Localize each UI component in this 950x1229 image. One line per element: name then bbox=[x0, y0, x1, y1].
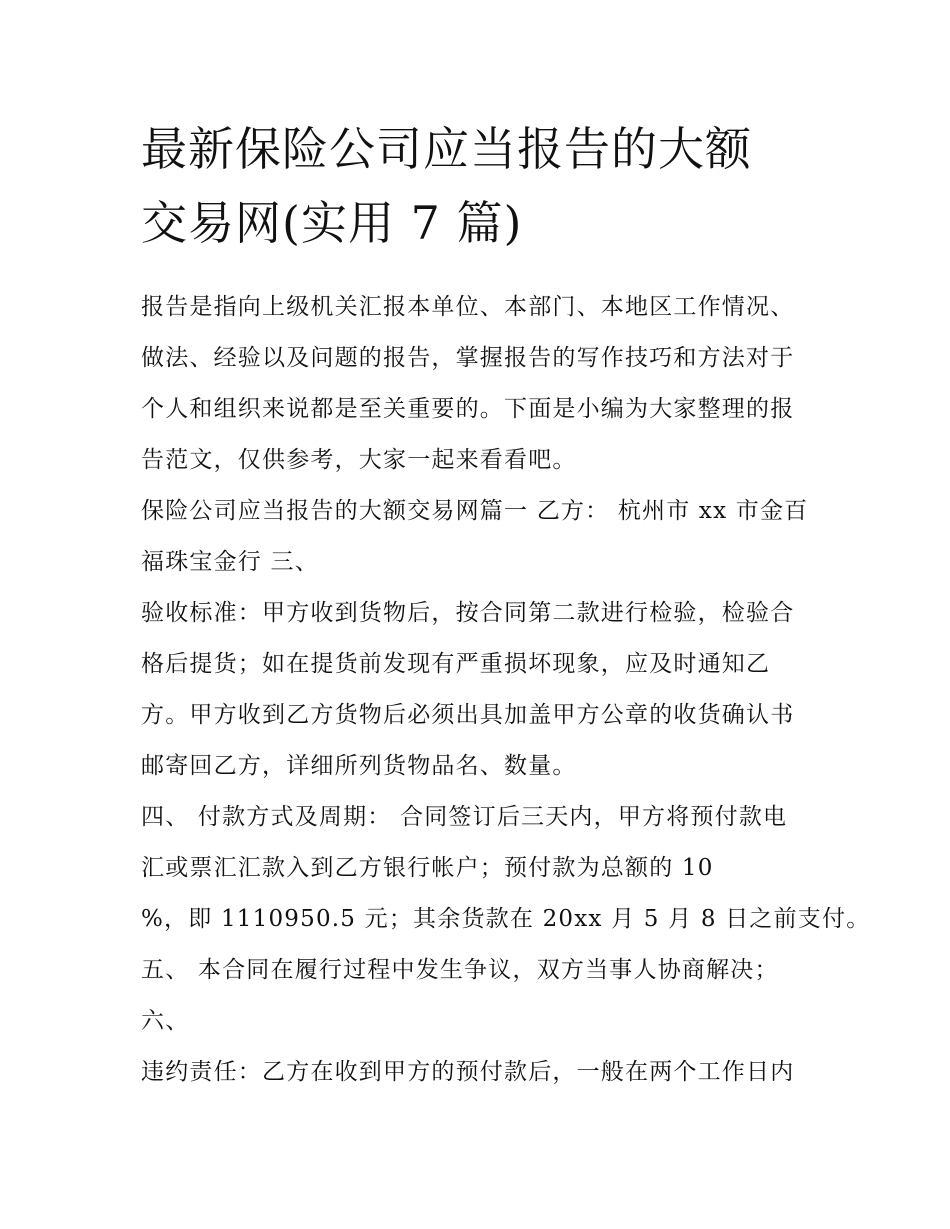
document-body bbox=[141, 282, 871, 1098]
title-line: 最新保险公司应当报告的大额 bbox=[141, 122, 752, 176]
body-line: 汇或票汇汇款入到乙方银行帐户；预付款为总额的 10 bbox=[141, 855, 714, 881]
body-line: 方。甲方收到乙方货物后必须出具加盖甲方公章的收货确认书 bbox=[141, 702, 795, 728]
body-line: 做法、经验以及问题的报告，掌握报告的写作技巧和方法对于 bbox=[141, 345, 795, 371]
body-line: 违约责任：乙方在收到甲方的预付款后，一般在两个工作日内 bbox=[141, 1059, 795, 1085]
body-line: 福珠宝金行 三、 bbox=[141, 549, 319, 575]
body-line: 格后提货；如在提货前发现有严重损坏现象，应及时通知乙 bbox=[141, 651, 771, 677]
body-line: 报告是指向上级机关汇报本单位、本部门、本地区工作情况、 bbox=[141, 294, 795, 320]
body-line: 验收标准：甲方收到货物后，按合同第二款进行检验，检验合 bbox=[141, 600, 795, 626]
body-line: 邮寄回乙方，详细所列货物品名、数量。 bbox=[141, 753, 577, 779]
document-title bbox=[141, 112, 821, 260]
title-line: 交易网(实用 7 篇) bbox=[141, 196, 523, 250]
body-line: 四、 付款方式及周期： 合同签订后三天内，甲方将预付款电 bbox=[141, 804, 788, 830]
body-line: 五、 本合同在履行过程中发生争议，双方当事人协商解决； bbox=[141, 957, 779, 983]
document-content bbox=[141, 112, 871, 1098]
body-line: 六、 bbox=[141, 1008, 190, 1034]
body-line: 个人和组织来说都是至关重要的。下面是小编为大家整理的报 bbox=[141, 396, 795, 422]
body-line: 告范文，仅供参考，大家一起来看看吧。 bbox=[141, 447, 577, 473]
body-line: %，即 1110950.5 元；其余货款在 20xx 月 5 月 8 日之前支付。 bbox=[141, 906, 871, 932]
body-line: 保险公司应当报告的大额交易网篇一 乙方： 杭州市 xx 市金百 bbox=[141, 498, 809, 524]
